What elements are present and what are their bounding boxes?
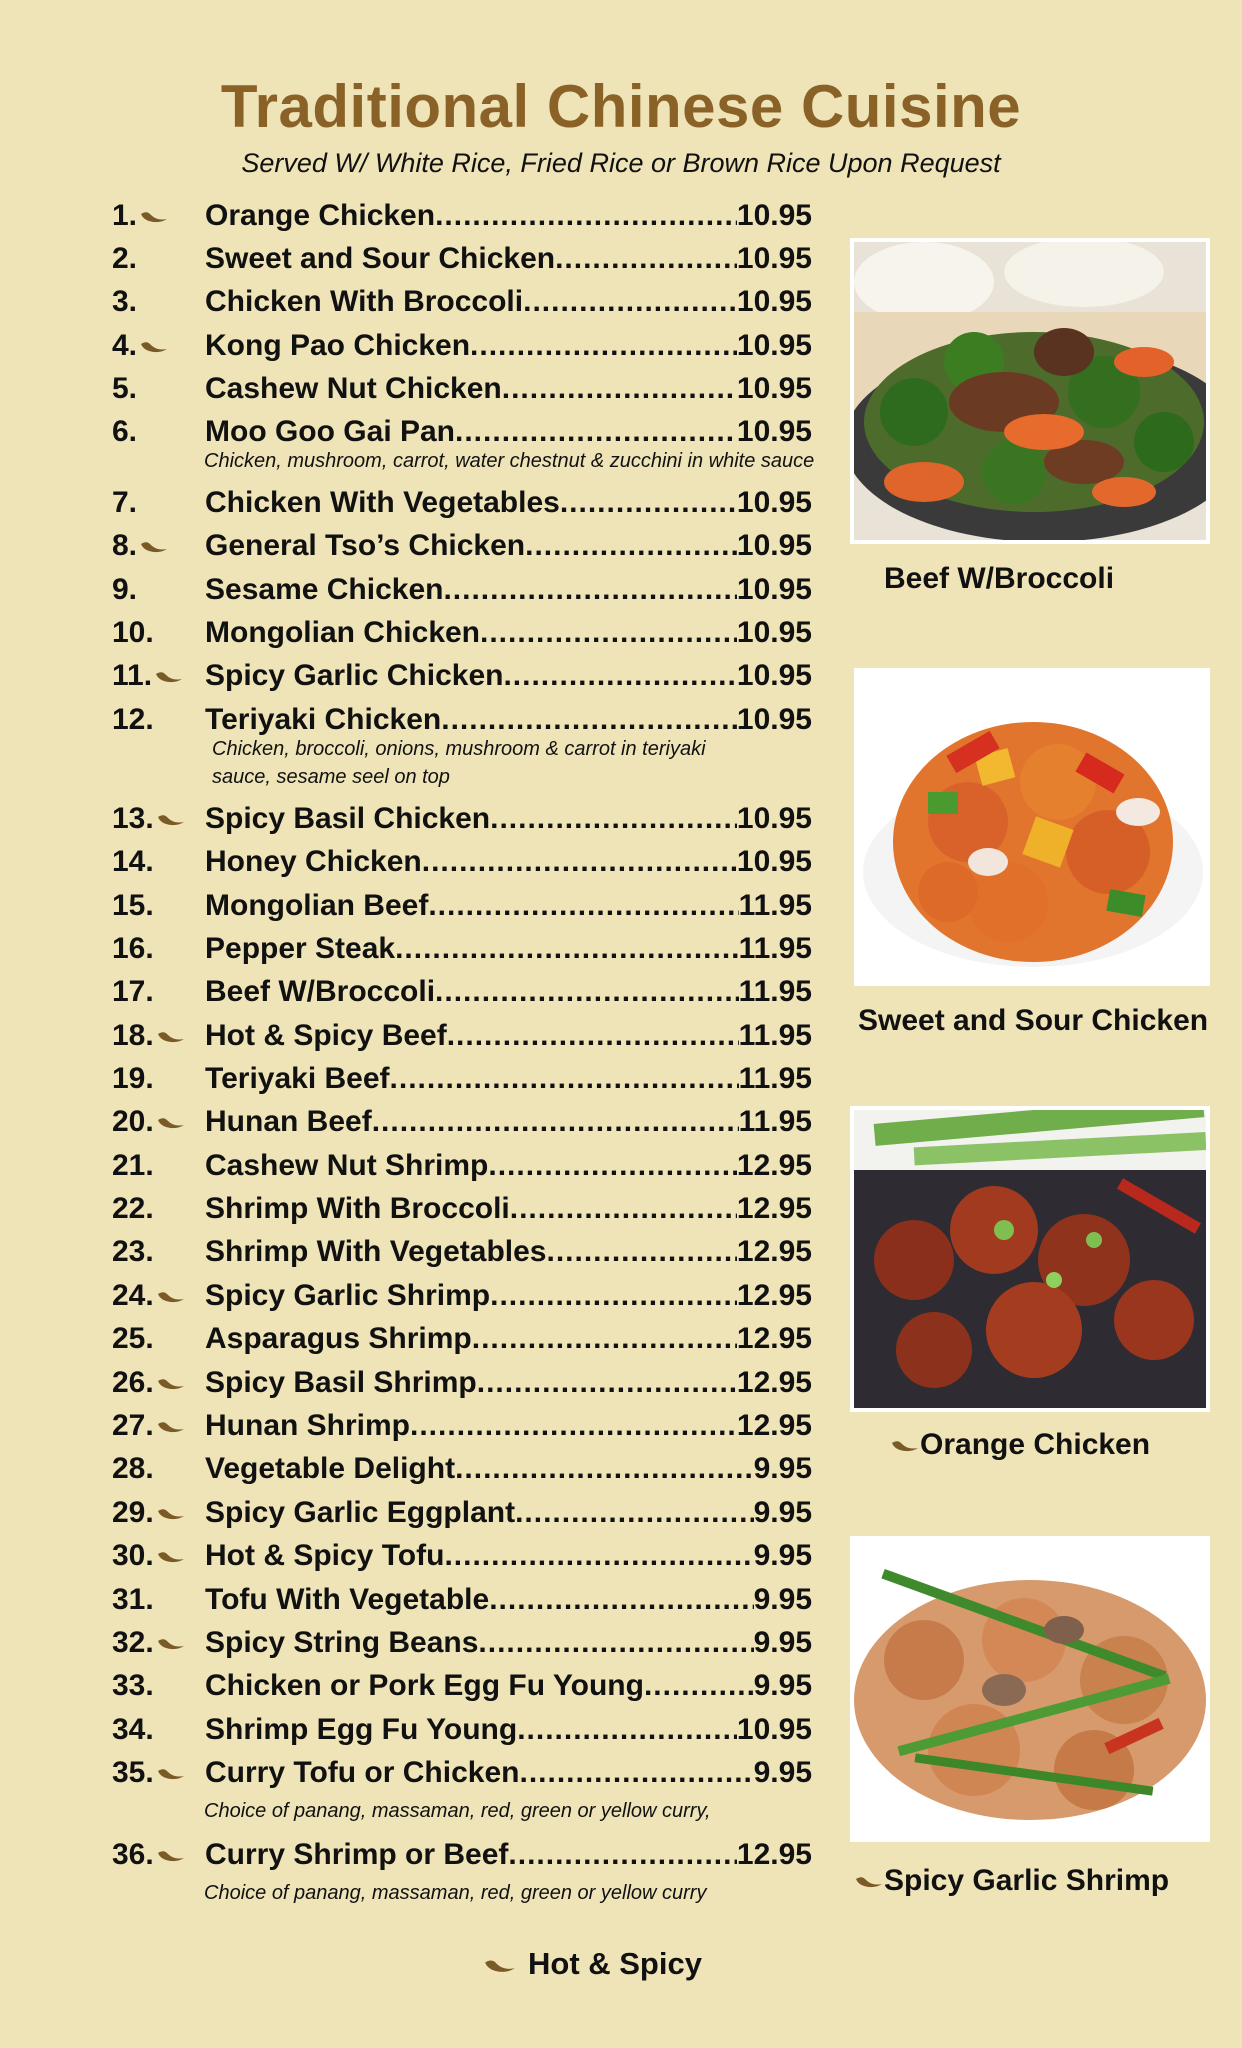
- menu-item-entry: [205, 1406, 812, 1446]
- menu-item-price: 10.95: [736, 573, 812, 606]
- menu-item-name: Vegetable Delight: [205, 1452, 456, 1485]
- menu-item-price: 12.95: [736, 1149, 812, 1182]
- menu-item: [112, 656, 812, 696]
- sweet-sour-chicken-photo: [854, 668, 1210, 986]
- menu-item-description: sauce, sesame seel on top: [212, 766, 450, 788]
- menu-item-number-text: 20.: [112, 1105, 154, 1138]
- chili-pepper-icon: [156, 1030, 186, 1044]
- menu-item-number-text: 2.: [112, 242, 138, 275]
- menu-item-number-text: 30.: [112, 1539, 154, 1572]
- dot-leader: [477, 1363, 737, 1403]
- menu-item-number-text: 32.: [112, 1626, 154, 1659]
- menu-item-number: [112, 412, 204, 452]
- chili-pepper-icon: [154, 670, 184, 684]
- menu-item-name: Tofu With Vegetable: [205, 1583, 490, 1616]
- menu-item-price: 11.95: [738, 1105, 812, 1138]
- menu-item-name: Spicy Basil Shrimp: [205, 1366, 477, 1399]
- menu-item: [112, 412, 815, 472]
- menu-item-price: 9.95: [753, 1583, 812, 1616]
- dot-leader: [444, 1536, 753, 1576]
- menu-item-number: [112, 613, 204, 653]
- menu-item-number-text: 9.: [112, 573, 138, 606]
- menu-item-number-text: 4.: [112, 329, 138, 362]
- menu-item-description: Chicken, mushroom, carrot, water chestnut & zucchini in white sauce: [204, 450, 815, 472]
- orange-chicken-photo: [850, 1106, 1210, 1412]
- menu-item-entry: [205, 886, 812, 926]
- menu-item-number-text: 8.: [112, 529, 138, 562]
- dot-leader: [441, 700, 737, 740]
- chili-pepper-icon: [156, 1377, 186, 1391]
- menu-item: [112, 613, 812, 653]
- menu-item-number: [112, 1059, 204, 1099]
- beef-broccoli-photo: [850, 238, 1210, 544]
- menu-item: [112, 239, 812, 279]
- menu-item-name: Chicken With Broccoli: [205, 285, 524, 318]
- menu-item-entry: [205, 1016, 812, 1056]
- menu-item: [112, 700, 812, 788]
- menu-item-price: 9.95: [753, 1626, 812, 1659]
- menu-item: [112, 1536, 812, 1576]
- menu-item-name: Spicy Garlic Eggplant: [205, 1496, 516, 1529]
- menu-item: [112, 526, 812, 566]
- dot-leader: [478, 1623, 753, 1663]
- menu-item-price: 10.95: [736, 659, 812, 692]
- spicy-garlic-shrimp-caption-text: Spicy Garlic Shrimp: [884, 1864, 1170, 1897]
- menu-item-entry: [205, 1580, 812, 1620]
- menu-item: [112, 1493, 812, 1533]
- menu-item-number-text: 19.: [112, 1062, 154, 1095]
- menu-item-number: [112, 1835, 204, 1875]
- menu-item: [112, 570, 812, 610]
- menu-item: [112, 1406, 812, 1446]
- menu-item-number-text: 34.: [112, 1713, 154, 1746]
- menu-item-price: 10.95: [736, 703, 812, 736]
- menu-item-number: [112, 1016, 204, 1056]
- menu-item-name: Chicken or Pork Egg Fu Young: [205, 1669, 644, 1702]
- menu-item: [112, 1016, 812, 1056]
- dot-leader: [555, 239, 737, 279]
- menu-item-name: Sweet and Sour Chicken: [205, 242, 556, 275]
- menu-item-price: 10.95: [736, 242, 812, 275]
- menu-item-number-text: 36.: [112, 1838, 154, 1871]
- menu-item-name: Chicken With Vegetables: [205, 486, 560, 519]
- menu-item-entry: [205, 613, 812, 653]
- menu-item-number: [112, 886, 204, 926]
- chili-pepper-icon: [890, 1439, 920, 1453]
- dot-leader: [488, 1146, 737, 1186]
- dot-leader: [519, 1753, 753, 1793]
- dot-leader: [410, 1406, 737, 1446]
- chili-pepper-icon: [156, 1507, 186, 1521]
- dot-leader: [515, 1493, 754, 1533]
- menu-item-name: Curry Shrimp or Beef: [205, 1838, 509, 1871]
- menu-item-number-text: 3.: [112, 285, 138, 318]
- menu-item-name: Pepper Steak: [205, 932, 396, 965]
- menu-item-number-text: 33.: [112, 1669, 154, 1702]
- menu-item-name: Moo Goo Gai Pan: [205, 415, 456, 448]
- menu-item-price: 9.95: [753, 1756, 812, 1789]
- menu-item-entry: [205, 1753, 812, 1793]
- menu-item: [112, 799, 812, 839]
- chili-pepper-icon: [156, 1849, 186, 1863]
- menu-item-price: 11.95: [738, 932, 812, 965]
- menu-item-entry: [205, 1059, 812, 1099]
- menu-item-entry: [205, 239, 812, 279]
- menu-item-price: 12.95: [736, 1366, 812, 1399]
- menu-item-name: Beef W/Broccoli: [205, 975, 436, 1008]
- menu-item-entry: [205, 1623, 812, 1663]
- menu-item-number: [112, 570, 204, 610]
- hot-spicy-legend: [480, 1946, 702, 1982]
- menu-item: [112, 1059, 812, 1099]
- menu-item-number: [112, 1493, 204, 1533]
- menu-item-price: 10.95: [736, 415, 812, 448]
- menu-item-number: [112, 1406, 204, 1446]
- menu-item-price: 11.95: [738, 1062, 812, 1095]
- menu-item-price: 12.95: [736, 1235, 812, 1268]
- menu-item-number-text: 29.: [112, 1496, 154, 1529]
- orange-chicken-caption-text: Orange Chicken: [920, 1428, 1151, 1461]
- dot-leader: [502, 369, 737, 409]
- menu-item-entry: [205, 1710, 812, 1750]
- dot-leader: [435, 196, 737, 236]
- menu-item-number: [112, 326, 204, 366]
- menu-item-price: 10.95: [736, 372, 812, 405]
- menu-item-description: Choice of panang, massaman, red, green or yellow curry: [204, 1882, 707, 1904]
- dot-leader: [447, 1016, 739, 1056]
- chili-pepper-icon: [156, 1637, 186, 1651]
- dot-leader: [455, 1449, 754, 1489]
- chili-pepper-icon: [482, 1958, 518, 1974]
- sweet-sour-chicken-caption: Sweet and Sour Chicken: [858, 1004, 1209, 1037]
- menu-item-price: 10.95: [736, 1713, 812, 1746]
- menu-item-price: 12.95: [736, 1279, 812, 1312]
- menu-item-name: Shrimp Egg Fu Young: [205, 1713, 518, 1746]
- menu-item-number-text: 11.: [112, 659, 153, 692]
- dot-leader: [372, 1102, 739, 1142]
- menu-item-name: Mongolian Chicken: [205, 616, 481, 649]
- menu-item-number: [112, 1276, 204, 1316]
- menu-item-number-text: 18.: [112, 1019, 154, 1052]
- menu-item-number: [112, 1319, 204, 1359]
- dot-leader: [470, 326, 737, 366]
- menu-item-number-text: 23.: [112, 1235, 154, 1268]
- menu-item-entry: [205, 842, 812, 882]
- menu-item-entry: [205, 1536, 812, 1576]
- menu-item-entry: [205, 1232, 812, 1272]
- menu-item-number: [112, 842, 204, 882]
- menu-item-price: 10.95: [736, 486, 812, 519]
- menu-item-name: Hunan Beef: [205, 1105, 372, 1138]
- menu-item-name: Sesame Chicken: [205, 573, 444, 606]
- spicy-garlic-shrimp-photo: [850, 1536, 1210, 1842]
- menu-item-number-text: 28.: [112, 1452, 154, 1485]
- menu-item: [112, 1580, 812, 1620]
- menu-item-name: Cashew Nut Shrimp: [205, 1149, 489, 1182]
- menu-item-number: [112, 799, 204, 839]
- dot-leader: [523, 282, 737, 322]
- menu-item-entry: [205, 326, 812, 366]
- menu-item-price: 10.95: [736, 845, 812, 878]
- page-title: Traditional Chinese Cuisine: [220, 73, 1022, 140]
- menu-item: [112, 1363, 812, 1403]
- menu-item-entry: [205, 929, 812, 969]
- menu-item: [112, 1835, 812, 1904]
- dot-leader: [422, 842, 737, 882]
- dot-leader: [472, 1319, 737, 1359]
- chili-pepper-icon: [139, 340, 169, 354]
- menu-item-name: Mongolian Beef: [205, 889, 429, 922]
- beef-broccoli-caption: Beef W/Broccoli: [884, 562, 1115, 595]
- menu-item-price: 10.95: [736, 285, 812, 318]
- menu-item: [112, 196, 812, 236]
- dot-leader: [435, 972, 739, 1012]
- menu-item-name: Curry Tofu or Chicken: [205, 1756, 520, 1789]
- menu-item: [112, 282, 812, 322]
- menu-item-price: 12.95: [736, 1322, 812, 1355]
- menu-item-number-text: 16.: [112, 932, 154, 965]
- menu-item-price: 11.95: [738, 1019, 812, 1052]
- menu-item-number: [112, 1580, 204, 1620]
- menu-item-number: [112, 1449, 204, 1489]
- menu-item-price: 10.95: [736, 802, 812, 835]
- dot-leader: [644, 1666, 754, 1706]
- menu-item-number: [112, 526, 204, 566]
- menu-item-name: Cashew Nut Chicken: [205, 372, 502, 405]
- menu-item-name: Orange Chicken: [205, 199, 436, 232]
- menu-item-number: [112, 1189, 204, 1229]
- menu-item-entry: [205, 1493, 812, 1533]
- dot-leader: [395, 929, 738, 969]
- menu-item: [112, 369, 812, 409]
- menu-item-number-text: 12.: [112, 703, 154, 736]
- menu-item-number-text: 27.: [112, 1409, 154, 1442]
- menu-item-entry: [205, 1146, 812, 1186]
- legend-label: Hot & Spicy: [528, 1946, 702, 1981]
- menu-item: [112, 1146, 812, 1186]
- orange-chicken-caption: [888, 1428, 1150, 1462]
- menu-item-price: 10.95: [736, 329, 812, 362]
- menu-item-price: 9.95: [753, 1452, 812, 1485]
- menu-item-price: 11.95: [738, 889, 812, 922]
- menu-item-number-text: 1.: [112, 199, 138, 232]
- menu-item: [112, 972, 812, 1012]
- menu-item-description: Chicken, broccoli, onions, mushroom & carrot in teriyaki: [212, 738, 706, 760]
- menu-item: [112, 1623, 812, 1663]
- menu-item-entry: [205, 1449, 812, 1489]
- menu-item-entry: [205, 1835, 812, 1875]
- menu-item-number: [112, 972, 204, 1012]
- menu-item-price: 12.95: [736, 1192, 812, 1225]
- menu-item-entry: [205, 483, 812, 523]
- menu-item: [112, 483, 812, 523]
- menu-item-price: 10.95: [736, 529, 812, 562]
- menu-item: [112, 1232, 812, 1272]
- dot-leader: [490, 799, 737, 839]
- menu-item-number-text: 26.: [112, 1366, 154, 1399]
- menu-item-number: [112, 1666, 204, 1706]
- menu-item-number-text: 24.: [112, 1279, 154, 1312]
- menu-item-number: [112, 1623, 204, 1663]
- menu-item: [112, 1189, 812, 1229]
- menu-item-entry: [205, 1102, 812, 1142]
- menu-item-name: Shrimp With Broccoli: [205, 1192, 510, 1225]
- menu-item-number-text: 31.: [112, 1583, 154, 1616]
- menu-item-name: Spicy Garlic Chicken: [205, 659, 504, 692]
- menu-item-number: [112, 282, 204, 322]
- menu-item-price: 9.95: [753, 1669, 812, 1702]
- menu-item-number-text: 13.: [112, 802, 154, 835]
- dot-leader: [525, 526, 737, 566]
- sweet-sour-chicken-image: [858, 672, 1206, 982]
- menu-item-price: 11.95: [738, 975, 812, 1008]
- spicy-garlic-shrimp-caption: [852, 1864, 1169, 1898]
- chili-pepper-icon: [156, 1550, 186, 1564]
- menu-item-entry: [205, 1363, 812, 1403]
- menu-item-number-text: 15.: [112, 889, 154, 922]
- menu-item-name: General Tso’s Chicken: [205, 529, 526, 562]
- chili-pepper-icon: [156, 1116, 186, 1130]
- menu-item-entry: [205, 369, 812, 409]
- menu-item: [112, 1319, 812, 1359]
- chili-pepper-icon: [854, 1875, 884, 1889]
- menu-item-entry: [205, 526, 812, 566]
- menu-item-entry: [205, 412, 812, 452]
- menu-item-entry: [205, 656, 812, 696]
- menu-item-entry: [205, 700, 812, 740]
- beef-broccoli-image: [854, 242, 1206, 540]
- menu-item-price: 12.95: [736, 1409, 812, 1442]
- menu-item-entry: [205, 282, 812, 322]
- menu-item-price: 9.95: [753, 1539, 812, 1572]
- menu-item-number: [112, 369, 204, 409]
- menu-item-number: [112, 1146, 204, 1186]
- menu-item-entry: [205, 1319, 812, 1359]
- menu-item-number-text: 6.: [112, 415, 138, 448]
- menu-item-name: Spicy Garlic Shrimp: [205, 1279, 491, 1312]
- dot-leader: [508, 1835, 737, 1875]
- menu-item-price: 12.95: [736, 1838, 812, 1871]
- menu-item-number-text: 35.: [112, 1756, 154, 1789]
- menu-item-name: Kong Pao Chicken: [205, 329, 471, 362]
- chili-pepper-icon: [139, 540, 169, 554]
- menu-item-price: 9.95: [753, 1496, 812, 1529]
- menu-item-name: Teriyaki Chicken: [205, 703, 442, 736]
- menu-item: [112, 1666, 812, 1706]
- menu-item-number: [112, 1363, 204, 1403]
- menu-item-name: Shrimp With Vegetables: [205, 1235, 547, 1268]
- menu-item-number: [112, 656, 204, 696]
- dot-leader: [546, 1232, 736, 1272]
- menu-item: [112, 326, 812, 366]
- menu-item-number-text: 21.: [112, 1149, 154, 1182]
- menu-item: [112, 1753, 812, 1822]
- menu-item-description: Choice of panang, massaman, red, green or yellow curry,: [204, 1800, 711, 1822]
- dot-leader: [480, 613, 737, 653]
- dot-leader: [560, 483, 737, 523]
- menu-item-entry: [205, 1189, 812, 1229]
- dot-leader: [490, 1276, 737, 1316]
- dot-leader: [517, 1710, 737, 1750]
- spicy-garlic-shrimp-image: [854, 1540, 1206, 1838]
- menu-item-number-text: 14.: [112, 845, 154, 878]
- menu-item-name: Hot & Spicy Beef: [205, 1019, 447, 1052]
- menu-item-name: Hot & Spicy Tofu: [205, 1539, 445, 1572]
- menu-item-entry: [205, 1276, 812, 1316]
- dot-leader: [390, 1059, 739, 1099]
- menu-item-name: Asparagus Shrimp: [205, 1322, 472, 1355]
- menu-item-name: Hunan Shrimp: [205, 1409, 411, 1442]
- chili-pepper-icon: [156, 1767, 186, 1781]
- menu-item-number: [112, 1536, 204, 1576]
- menu-item-entry: [205, 1666, 812, 1706]
- menu-item-entry: [205, 799, 812, 839]
- chili-pepper-icon: [156, 1290, 186, 1304]
- menu-item-number: [112, 1753, 204, 1793]
- chili-pepper-icon: [156, 1420, 186, 1434]
- menu-item-price: 10.95: [736, 199, 812, 232]
- chili-pepper-icon: [156, 813, 186, 827]
- menu-item-number: [112, 700, 204, 740]
- chili-pepper-icon: [139, 210, 169, 224]
- menu-item-number-text: 25.: [112, 1322, 154, 1355]
- menu-item-name: Honey Chicken: [205, 845, 422, 878]
- menu-item-number-text: 10.: [112, 616, 154, 649]
- page-subtitle: Served W/ White Rice, Fried Rice or Brown Rice Upon Request: [241, 148, 1001, 178]
- dot-leader: [428, 886, 738, 926]
- menu-item-name: Teriyaki Beef: [205, 1062, 390, 1095]
- menu-item-number-text: 17.: [112, 975, 154, 1008]
- dot-leader: [489, 1580, 753, 1620]
- menu-item-number: [112, 239, 204, 279]
- menu-item-name: Spicy String Beans: [205, 1626, 479, 1659]
- menu-item: [112, 1102, 812, 1142]
- menu-item-number-text: 5.: [112, 372, 138, 405]
- menu-item-number-text: 7.: [112, 486, 138, 519]
- menu-item-number: [112, 929, 204, 969]
- menu-item-number: [112, 196, 204, 236]
- orange-chicken-image: [854, 1110, 1206, 1408]
- menu-item: [112, 1710, 812, 1750]
- menu-item-name: Spicy Basil Chicken: [205, 802, 491, 835]
- menu-item: [112, 1276, 812, 1316]
- menu-item-entry: [205, 570, 812, 610]
- dot-leader: [503, 656, 736, 696]
- menu-item-number: [112, 1710, 204, 1750]
- menu-item-price: 10.95: [736, 616, 812, 649]
- menu-item: [112, 842, 812, 882]
- menu-item-entry: [205, 972, 812, 1012]
- menu-item-entry: [205, 196, 812, 236]
- menu-item-number-text: 22.: [112, 1192, 154, 1225]
- menu-item-number: [112, 1102, 204, 1142]
- menu-item: [112, 1449, 812, 1489]
- menu-item: [112, 886, 812, 926]
- dot-leader: [510, 1189, 737, 1229]
- menu-item: [112, 929, 812, 969]
- menu-item-number: [112, 483, 204, 523]
- menu-item-number: [112, 1232, 204, 1272]
- dot-leader: [443, 570, 736, 610]
- dot-leader: [455, 412, 737, 452]
